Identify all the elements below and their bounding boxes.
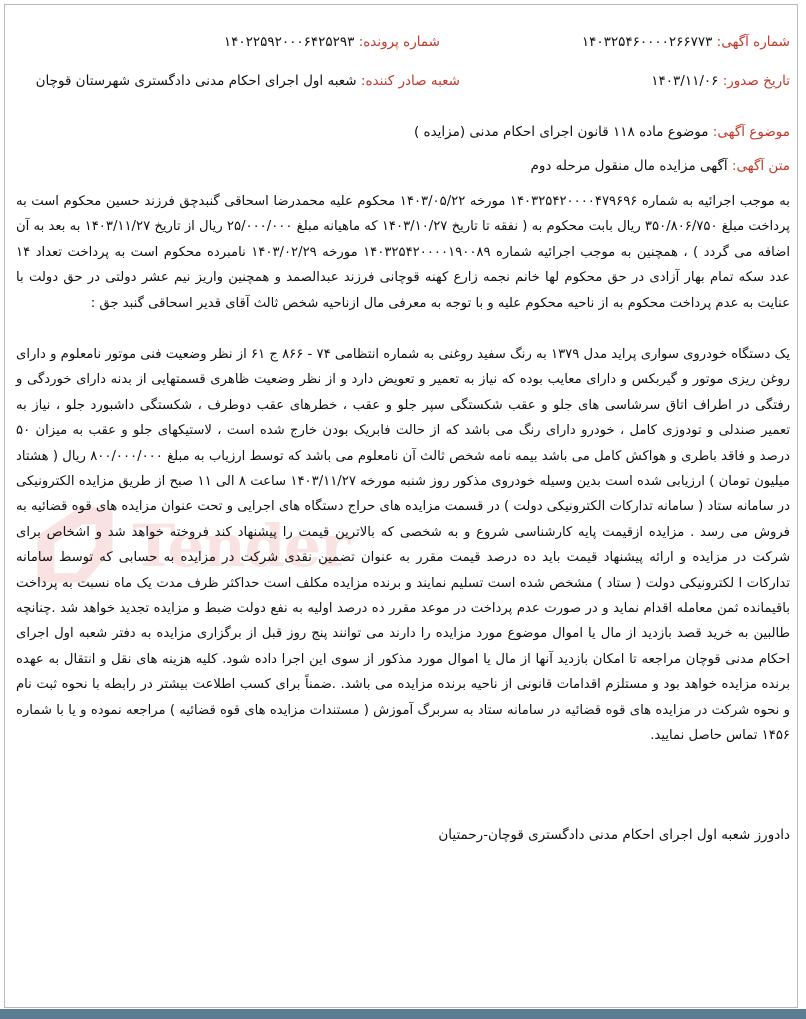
issuer-label: شعبه صادر کننده: [360, 73, 460, 89]
text-title-row [530, 158, 790, 174]
case-number-value: ۱۴۰۲۲۵۹۲۰۰۰۶۴۲۵۲۹۳ [223, 34, 355, 50]
watermark-brand: Tender [132, 512, 350, 580]
ad-number-label: شماره آگهی: [716, 34, 790, 50]
issuer-value: شعبه اول اجرای احکام مدنی دادگستری شهرستان قوچان [35, 73, 357, 89]
subject-value: موضوع ماده ۱۱۸ قانون اجرای احکام مدنی (مزایده ) [413, 124, 709, 140]
text-title-label: متن آگهی: [731, 158, 790, 174]
body-paragraph-2: یک دستگاه خودروی سواری پراید مدل ۱۳۷۹ به رنگ سفید روغنی به شماره انتظامی ۷۴ - ۸۶۶ ج ۶۱ از نظر وضعیت فنی موتور نامعلوم و دارای روغن ریزی موتور و گیربکس و دارای معایب بوده که نیاز به تعمیر و تعویض دارد و از نظر وضعیت ظاهری قسمتهایی از بدنه دارای خوردگی و رفتگی در اطراف اتاق سرشاسی های جلو و عقب شکستگی سپر جلو و عقب ، خطرهای عقب دوطرف ، شکستگی داشبورد جلو ، نیاز به تعمیر صندلی و تودوزی کامل ، خودرو دارای رنگ می باشد که از حالت فابریک بودن خارج شده است ، لاستیکهای جلو و عقب به میزان ۵۰ درصد و فاقد باطری و هواکش کامل می باشد بیمه نامه شخص ثالث آن نامعلوم می باشد که توسط ارزیاب به مبلغ ۸۰۰/۰۰۰/۰۰۰ ریال ( هشتاد میلیون تومان ) ارزیابی شده است بدین وسیله خودروی مذکور روز شنبه مورخه ۱۴۰۳/۱۱/۲۷ ساعت ۸ الی ۱۱ صبح از طریق مزایده الکترونیکی در سامانه ستاد ( سامانه تدارکات الکترونیکی دولت ) در قسمت مزایده های حراج دستگاه های اجرایی و تحت عنوان مزایده های قوه قضائیه به فروش می رسد . مزایده ازقیمت پایه کارشناسی شروع و به شخصی که بالاترین قیمت را پیشنهاد کند فروخته خواهد شد و اشخاص برای شرکت در مزایده و ارائه پیشنهاد قیمت باید ده درصد قیمت مقرر به عنوان تضمین نقدی شرکت در مزایده به حسابی که توسط سامانه تدارکات ا لکترونیکی دولت ( ستاد ) مشخص شده است تسلیم نمایند و برنده مزایده مکلف است حداکثر ظرف مدت یک ماه نسبت به پرداخت باقیمانده ثمن معامله اقدام نماید و در صورت عدم پرداخت در موعد مقرر ده درصد اولیه به نفع دولت ضبط و مزایده تجدید خواهد شد .چنانچه طالبین به خرید قصد بازدید از مال یا اموال موضوع مورد مزایده را دارند می توانند پنج روز قبل از برگزاری مزایده به دفتر شعبه اول اجرای احکام مدنی قوچان مراجعه تا امکان بازدید آنها از مال یا اموال مورد مذکور از سوی این اجرا داده شود. کلیه هزینه های نقل و انتقال به عهده برنده مزایده خواهد بود و مستلزم اقدامات قانونی از ناحیه برنده مزایده می باشد. .ضمناً برای کسب اطلاعت بیشتر در رابطه با نحوه ثبت نام و نحوه شرکت در مزایده های قوه قضائیه در سامانه ستاد به سربرگ آموزش ( مستندات مزایده های قوه قضائیه ) مراجعه نموده و یا با شماره ۱۴۵۶ تماس حاصل نمایید. [16, 347, 791, 744]
issue-date-row [651, 73, 790, 89]
subject-label: موضوع آگهی: [712, 124, 790, 140]
case-number-label: شماره پرونده: [358, 34, 440, 50]
issuer-row [36, 73, 460, 89]
body-paragraph-1: به موجب اجرائیه به شماره ۱۴۰۳۲۵۴۲۰۰۰۰۴۷۹۶۹۶ مورخه ۱۴۰۳/۰۵/۲۲ محکوم علیه محمدرضا اسحاقی گنبدچق فرزند حسین محکوم است به پرداخت مبلغ ۳۵۰/۸۰۶/۷۵۰ ریال بابت محکوم به ( نفقه تا تاریخ ۱۴۰۳/۱۰/۲۷ که ماهیانه مبلغ ۲۵/۰۰۰/۰۰۰ ریال از تاریخ ۱۴۰۳/۱۱/۲۷ به بعد به آن اضافه می گردد ) ، همچنین به موجب اجرائیه شماره ۱۴۰۳۲۵۴۲۰۰۰۰۱۹۰۰۸۹ مورخه ۱۴۰۳/۰۲/۲۹ نامبرده محکوم است به پرداخت تعداد ۱۴ عدد سکه تمام بهار آزادی در حق محکوم لها خانم نجمه زارع کهنه قوچانی فرزند عبدالصمد و همچنین واریز نیم عشر دولتی در حق دولت با عنایت به عدم پرداخت محکوم به از ناحیه محکوم علیه و با توجه به معرفی مال ازناحیه شخص ثالث آقای قدیر اسحاقی گنبد جق : [16, 194, 791, 311]
text-title-value: آگهی مزایده مال منقول مرحله دوم [530, 158, 728, 174]
bottom-strip [0, 1009, 806, 1019]
subject-row [414, 124, 790, 140]
ad-number-value: ۱۴۰۳۲۵۴۶۰۰۰۰۲۶۶۷۷۳ [581, 34, 713, 50]
issue-date-label: تاریخ صدور: [722, 73, 790, 89]
issue-date-value: ۱۴۰۳/۱۱/۰۶ [651, 73, 719, 89]
case-number-row [224, 34, 440, 50]
closing-signature: دادورز شعبه اول اجرای احکام مدنی دادگستری قوچان-رحمتیان [438, 827, 790, 843]
ad-number-row [582, 34, 790, 50]
